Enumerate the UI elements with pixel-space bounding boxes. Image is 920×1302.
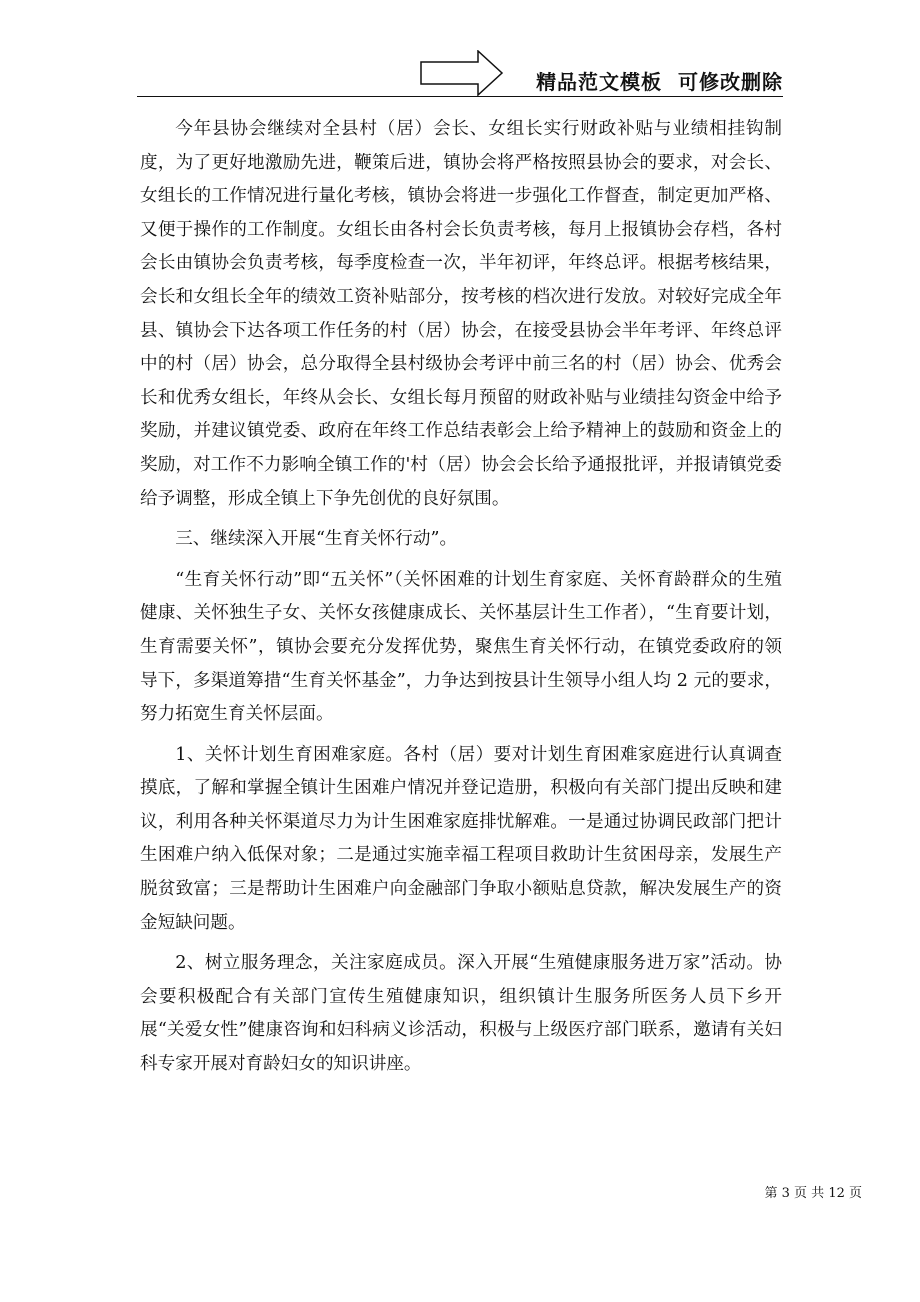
page-header bbox=[0, 0, 920, 100]
paragraph-five-cares: “生育关怀行动”即“五关怀”（关怀困难的计划生育家庭、关怀育龄群众的生殖健康、关怀独生子女、关怀女孩健康成长、关怀基层计生工作者），“生育要计划，生育需要关怀”，镇协会要充分发挥优势，聚焦生育关怀行动，在镇党委政府的领导下，多渠道筹措“生育关怀基金”，力争达到按县计生领导小组人均 2 元的要求，努力拓宽生育关怀层面。 bbox=[140, 569, 782, 725]
paragraph-assessment: 今年县协会继续对全县村（居）会长、女组长实行财政补贴与业绩相挂钩制度，为了更好地激励先进，鞭策后进，镇协会将严格按照县协会的要求，对会长、女组长的工作情况进行量化考核，镇协会将进一步强化工作督查，制定更加严格、又便于操作的工作制度。女组长由各村会长负责考核，每月上报镇协会存档，各村会长由镇协会负责考核，每季度检查一次，半年初评，年终总评。根据考核结果，会长和女组长全年的绩效工资补贴部分，按考核的档次进行发放。对较好完成全年县、镇协会下达各项工作任务的村（居）协会，在接受县协会半年考评、年终总评中的村（居）协会，总分取得全县村级协会考评中前三名的村（居）协会、优秀会长和优秀女组长，年终从会长、女组长每月预留的财政补贴与业绩挂勾资金中给予奖励，并建议镇党委、政府在年终工作总结表彰会上给予精神上的鼓励和资金上的奖励，对工作不力影响全镇工作的'村（居）协会会长给予通报批评，并报请镇党委给予调整，形成全镇上下争先创优的良好氛围。 bbox=[140, 119, 782, 509]
page-number: 第 3 页 共 12 页 bbox=[764, 1186, 862, 1201]
header-divider bbox=[137, 96, 783, 97]
paragraph-item-1: 1、关怀计划生育困难家庭。各村（居）要对计划生育困难家庭进行认真调查摸底，了解和掌握全镇计生困难户情况并登记造册，积极向有关部门提出反映和建议，利用各种关怀渠道尽力为计生困难家庭排忧解难。一是通过协调民政部门把计生困难户纳入低保对象；二是通过实施幸福工程项目救助计生贫困母亲，发展生产脱贫致富；三是帮助计生困难户向金融部门争取小额贴息贷款，解决发展生产的资金短缺问题。 bbox=[140, 744, 782, 933]
document-body bbox=[140, 113, 782, 1082]
paragraph-item-2: 2、树立服务理念，关注家庭成员。深入开展“生殖健康服务进万家”活动。协会要积极配合有关部门宣传生殖健康知识，组织镇计生服务所医务人员下乡开展“关爱女性”健康咨询和妇科病义诊活动，积极与上级医疗部门联系，邀请有关妇科专家开展对育龄妇女的知识讲座。 bbox=[140, 953, 782, 1075]
right-arrow-outline-icon bbox=[420, 50, 504, 96]
section-heading-3: 三、继续深入开展“生育关怀行动”。 bbox=[175, 529, 458, 550]
header-title: 精品范文模板 可修改删除 bbox=[536, 70, 783, 94]
